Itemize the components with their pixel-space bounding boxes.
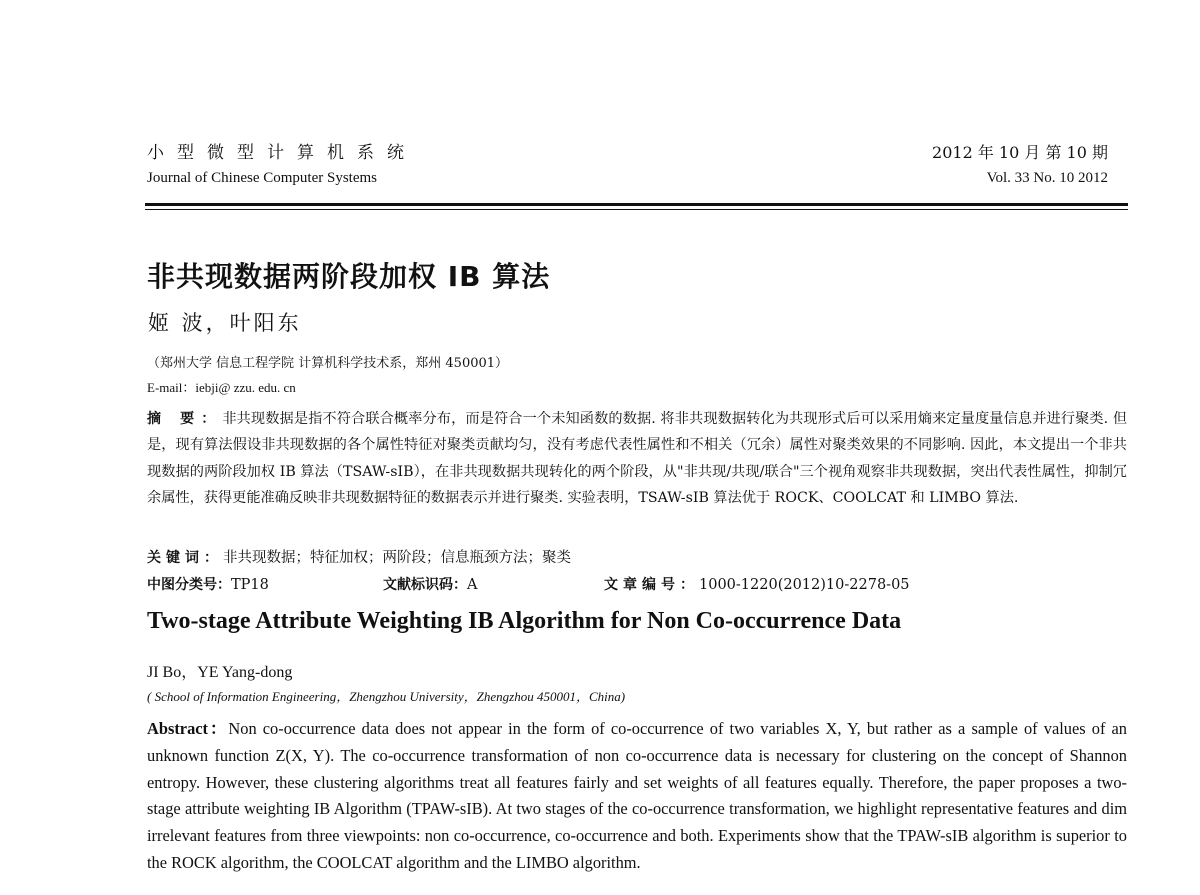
abstract-cn-label: 摘 要： [147,411,223,427]
journal-name-cn: 小型微型计算机系统 [147,143,417,163]
abstract-cn-text: 非共现数据是指不符合联合概率分布，而是符合一个未知函数的数据. 将非共现数据转化为共现形式后可以采用熵来定量度量信息并进行聚类. 但是，现有算法假设非共现数据的各个属性特征对聚类贡献均匀，没有考虑代表性属性和不相关（冗余）属性对聚类效果的不同影响. 因此，本文提出一个非共现数据的两阶段加权 IB 算法（TSAW-sIB），在非共现数据共现转化的两个阶段，从"非共现/共现/联合"三个视角观察非共现数据，突出代表性属性，抑制冗余属性，获得更能准确反映非共现数据特征的数据表示并进行聚类. 实验表明，TSAW-sIB 算法优于 ROCK、COOLCAT 和 LIMBO 算法. [147,411,1128,507]
clc-label: 中图分类号： [147,577,231,593]
keywords-text: 非共现数据；特征加权；两阶段；信息瓶颈方法；聚类 [223,550,571,566]
doc-code-value: A [467,577,478,593]
clc-number [147,574,269,594]
paper-title-cn: 非共现数据两阶段加权 IB 算法 [147,260,551,293]
article-no-label: 文章编号： [604,577,699,593]
doc-code-label: 文献标识码： [383,577,467,593]
authors-cn: 姬 波，叶阳东 [148,311,302,335]
header-rule-thin [145,209,1128,210]
header-rule-thick [145,203,1128,206]
affiliation-en: ( School of Information Engineering，Zhengzhou University，Zhengzhou 450001，China) [147,689,626,704]
abstract-en-text: Non co-occurrence data does not appear in the form of co-occurrence of two variables X, Y, but rather as a sample of values of an unknown function Z(X, Y). The co-occurrence transformation of non co-occurrence data is necessary for clustering on the concept of Shannon entropy. However, these clustering algorithms treat all features fairly and set weights of all features equally. Therefore, the paper proposes a two-stage attribute weighting IB Algorithm (TPAW-sIB). At two stages of the co-occurrence transformation, we highlight representative features and dim irrelevant features from three viewpoints: non co-occurrence, co-occurrence and both. Experiments show that the TPAW-sIB algorithm is superior to the ROCK algorithm, the COOLCAT algorithm and the LIMBO algorithm. [147,719,1127,872]
abstract-cn [147,406,1127,512]
abstract-en [147,716,1127,877]
author-email: E-mail：iebji@ zzu. edu. cn [147,380,296,395]
keywords-label: 关键词： [147,550,223,566]
affiliation-cn: （郑州大学 信息工程学院 计算机科学技术系，郑州 450001） [147,356,509,371]
paper-title-en: Two-stage Attribute Weighting IB Algorithm for Non Co-occurrence Data [147,608,902,634]
article-number [604,574,910,594]
issue-volume-en: Vol. 33 No. 10 2012 [986,170,1108,186]
document-code [383,574,477,594]
journal-name-en: Journal of Chinese Computer Systems [147,170,377,186]
authors-en: JI Bo，YE Yang-dong [147,664,293,681]
issue-date-cn: 2012 年 10 月 第 10 期 [932,143,1108,162]
clc-value: TP18 [231,577,269,593]
abstract-en-label: Abstract： [147,719,229,738]
article-no-value: 1000-1220(2012)10-2278-05 [699,577,910,593]
journal-name-block [147,142,417,187]
keywords-cn [147,546,571,567]
issue-block [932,142,1108,187]
